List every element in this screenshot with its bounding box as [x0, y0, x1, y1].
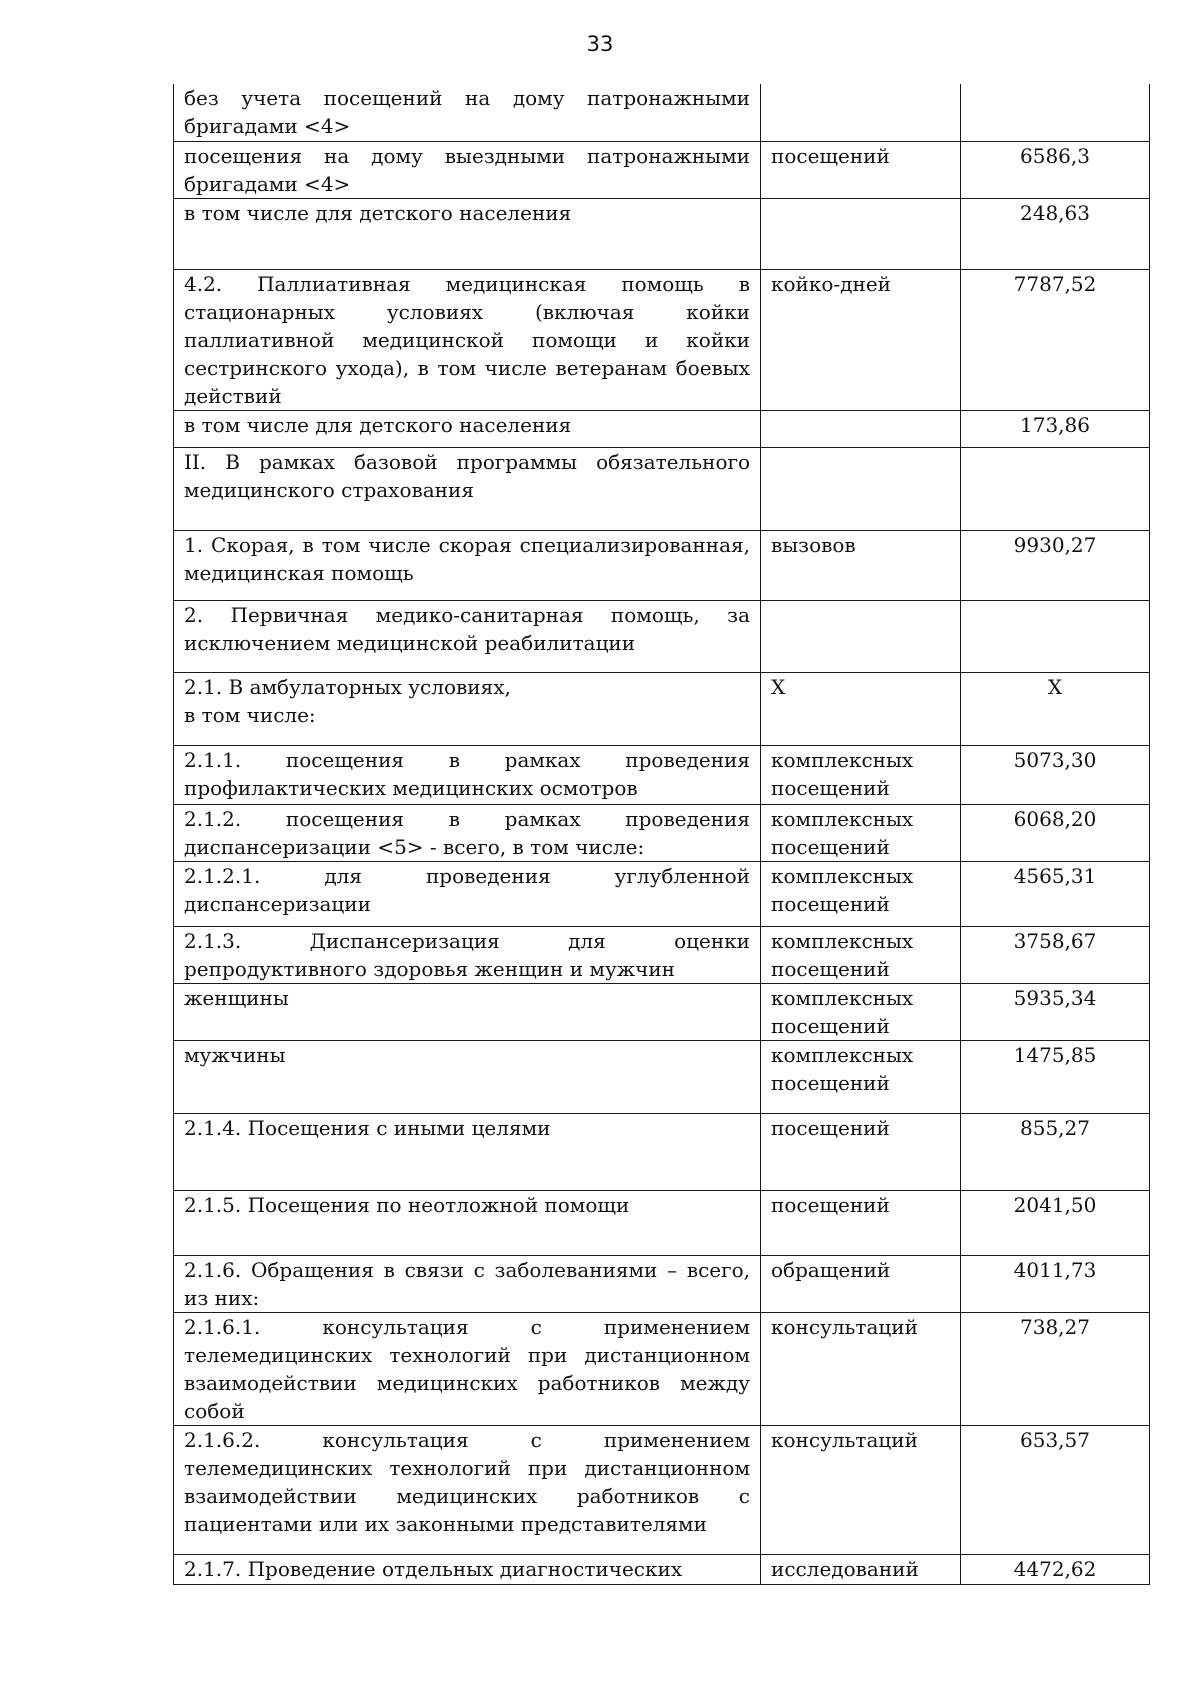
row-unit-cell: посещений: [761, 141, 961, 198]
table-row: [174, 141, 1150, 198]
row-value-cell: 738,27: [961, 1312, 1150, 1425]
row-value-cell: X: [961, 672, 1150, 745]
table-row: [174, 983, 1150, 1040]
row-name-cell: 2.1.2.1. для проведения углубленной диспансеризации: [174, 861, 761, 926]
row-name-cell: 2.1.7. Проведение отдельных диагностических: [174, 1554, 761, 1584]
row-unit-cell: обращений: [761, 1255, 961, 1312]
table-row: [174, 926, 1150, 983]
row-name-cell: II. В рамках базовой программы обязательного медицинского страхования: [174, 447, 761, 530]
row-value-cell: 855,27: [961, 1113, 1150, 1190]
row-value-cell: 7787,52: [961, 269, 1150, 410]
table-row: [174, 745, 1150, 804]
row-value-cell: [961, 600, 1150, 672]
table-row: [174, 1425, 1150, 1554]
row-name-cell: без учета посещений на дому патронажными бригадами <4>: [174, 84, 761, 141]
row-name-cell: 2.1.1. посещения в рамках проведения профилактических медицинских осмотров: [174, 745, 761, 804]
row-unit-cell: консультаций: [761, 1425, 961, 1554]
row-name-cell: 2.1.6.2. консультация с применением телемедицинских технологий при дистанционном взаимодействии медицинских работников с пациентами или их законными представителями: [174, 1425, 761, 1554]
row-unit-cell: исследований: [761, 1554, 961, 1584]
row-value-cell: 5935,34: [961, 983, 1150, 1040]
row-name-cell: 2.1.5. Посещения по неотложной помощи: [174, 1190, 761, 1255]
table-row: [174, 84, 1150, 141]
row-name-cell: посещения на дому выездными патронажными бригадами <4>: [174, 141, 761, 198]
row-unit-cell: комплексных посещений: [761, 983, 961, 1040]
row-unit-cell: комплексных посещений: [761, 926, 961, 983]
row-unit-cell: посещений: [761, 1190, 961, 1255]
page-number: 33: [586, 32, 614, 56]
row-unit-cell: [761, 84, 961, 141]
row-name-cell: мужчины: [174, 1040, 761, 1113]
row-name-cell: 2.1.2. посещения в рамках проведения диспансеризации <5> - всего, в том числе:: [174, 804, 761, 861]
row-unit-cell: посещений: [761, 1113, 961, 1190]
row-value-cell: 6068,20: [961, 804, 1150, 861]
row-name-cell: 1. Скорая, в том числе скорая специализированная, медицинская помощь: [174, 530, 761, 600]
table-row: [174, 1113, 1150, 1190]
table-row: [174, 410, 1150, 447]
table-row: [174, 861, 1150, 926]
table-row: [174, 1190, 1150, 1255]
row-name-cell: 2.1.6. Обращения в связи с заболеваниями – всего, из них:: [174, 1255, 761, 1312]
row-name-cell: 2.1. В амбулаторных условиях, в том числе:: [174, 672, 761, 745]
row-value-cell: 4011,73: [961, 1255, 1150, 1312]
table-row: [174, 600, 1150, 672]
row-unit-cell: [761, 600, 961, 672]
table-row: [174, 269, 1150, 410]
row-name-cell: 2.1.4. Посещения с иными целями: [174, 1113, 761, 1190]
row-unit-cell: комплексных посещений: [761, 745, 961, 804]
row-value-cell: 9930,27: [961, 530, 1150, 600]
row-value-cell: [961, 447, 1150, 530]
row-name-cell: 4.2. Паллиативная медицинская помощь в стационарных условиях (включая койки паллиативной медицинской помощи и койки сестринского ухода), в том числе ветеранам боевых действий: [174, 269, 761, 410]
row-unit-cell: койко-дней: [761, 269, 961, 410]
row-name-cell: женщины: [174, 983, 761, 1040]
row-name-cell: 2.1.3. Диспансеризация для оценки репродуктивного здоровья женщин и мужчин: [174, 926, 761, 983]
row-value-cell: 1475,85: [961, 1040, 1150, 1113]
table-row: [174, 530, 1150, 600]
table-row: [174, 198, 1150, 269]
row-value-cell: 653,57: [961, 1425, 1150, 1554]
row-name-cell: 2. Первичная медико-санитарная помощь, за исключением медицинской реабилитации: [174, 600, 761, 672]
table-row: [174, 447, 1150, 530]
row-name-cell: в том числе для детского населения: [174, 198, 761, 269]
row-value-cell: 4565,31: [961, 861, 1150, 926]
row-value-cell: 3758,67: [961, 926, 1150, 983]
row-unit-cell: X: [761, 672, 961, 745]
table-row: [174, 1255, 1150, 1312]
row-unit-cell: комплексных посещений: [761, 1040, 961, 1113]
row-unit-cell: [761, 447, 961, 530]
row-value-cell: [961, 84, 1150, 141]
row-value-cell: 6586,3: [961, 141, 1150, 198]
row-value-cell: 5073,30: [961, 745, 1150, 804]
volumes-table: [173, 84, 1150, 1585]
row-name-cell: в том числе для детского населения: [174, 410, 761, 447]
row-unit-cell: [761, 198, 961, 269]
row-value-cell: 248,63: [961, 198, 1150, 269]
table-row: [174, 1554, 1150, 1584]
row-unit-cell: вызовов: [761, 530, 961, 600]
table-body: [174, 84, 1150, 1584]
row-value-cell: 2041,50: [961, 1190, 1150, 1255]
row-unit-cell: консультаций: [761, 1312, 961, 1425]
table-row: [174, 672, 1150, 745]
row-unit-cell: комплексных посещений: [761, 861, 961, 926]
row-value-cell: 4472,62: [961, 1554, 1150, 1584]
row-value-cell: 173,86: [961, 410, 1150, 447]
row-name-cell: 2.1.6.1. консультация с применением телемедицинских технологий при дистанционном взаимодействии медицинских работников между собой: [174, 1312, 761, 1425]
row-unit-cell: [761, 410, 961, 447]
row-unit-cell: комплексных посещений: [761, 804, 961, 861]
table-row: [174, 804, 1150, 861]
table-row: [174, 1312, 1150, 1425]
table-row: [174, 1040, 1150, 1113]
